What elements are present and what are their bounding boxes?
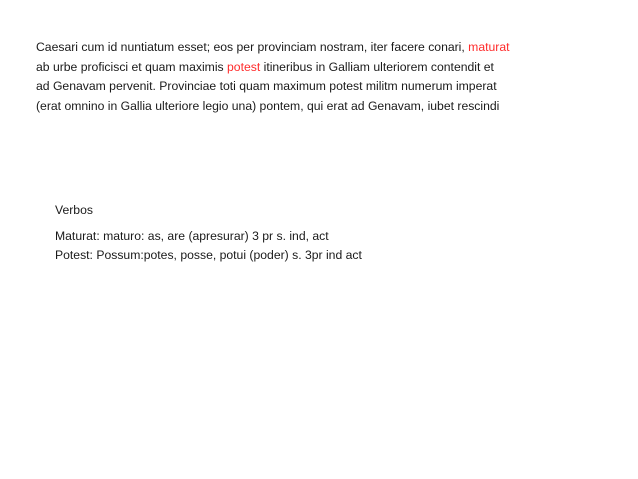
verb-notes <box>55 201 615 266</box>
passage-text: Caesari cum id nuntiatum esset; eos per provinciam nostram, iter facere conari, <box>36 40 469 54</box>
passage-text: (erat omnino in Gallia ulteriore legio una) pontem, qui erat ad Genavam, iubet rescindi <box>36 98 500 113</box>
verb-entry-maturat: Maturat: maturo: as, are (apresurar) 3 pr s. ind, act <box>55 228 329 243</box>
passage-line-1 <box>36 38 636 58</box>
highlighted-word-maturat: maturat <box>468 40 510 54</box>
latin-passage <box>36 38 636 116</box>
notes-heading: Verbos <box>55 203 93 217</box>
highlighted-word-potest: potest <box>227 59 261 74</box>
passage-text: itineribus in Galliam ulteriorem contendit et <box>260 59 494 74</box>
passage-text: ab urbe proficisci et quam maximis <box>36 59 228 74</box>
passage-line-2 <box>36 58 636 78</box>
passage-line-3 <box>36 77 636 97</box>
verb-entry-potest: Potest: Possum:potes, posse, potui (poder) s. 3pr ind act <box>55 248 362 262</box>
passage-line-4 <box>36 97 636 117</box>
passage-text: ad Genavam pervenit. Provinciae toti quam maximum potest militm numerum imperat <box>36 79 497 94</box>
